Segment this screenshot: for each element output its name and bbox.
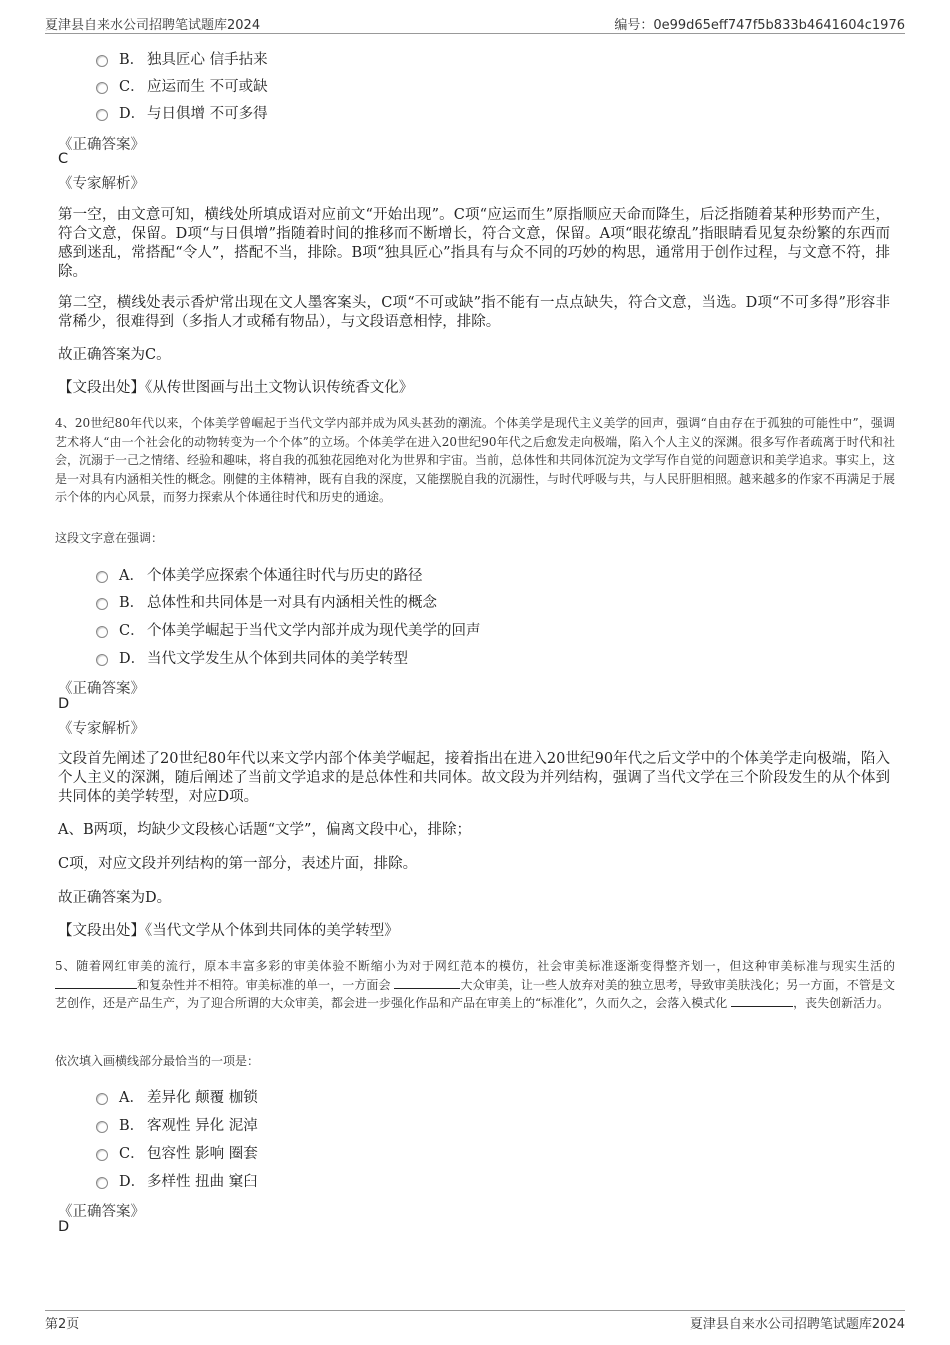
q5-stem-part-4: ，丧失创新活力。 (793, 996, 890, 1010)
header-doc-id: 编号：0e99d65eff747f5b833b4641604c1976 (614, 18, 905, 33)
q4-question: 这段文字意在强调： (55, 531, 164, 545)
header-divider (45, 33, 905, 34)
q5-option-a[interactable] (96, 1086, 258, 1107)
radio-icon[interactable] (96, 55, 108, 67)
option-text: 与日俱增 不可多得 (147, 106, 268, 122)
option-letter: C． (119, 79, 145, 95)
footer-divider (45, 1310, 905, 1311)
q4-stem: 4、20世纪80年代以来，个体美学曾崛起于当代文学内部并成为风头甚劲的潮流。个体美学是现代主义美学的回声，强调“自由存在于孤独的可能性中”，强调艺术将人“由一个社会化的动物转变为一个个体”的立场。个体美学在进入20世纪90年代之后愈发走向极端，陷入个人主义的深渊。很多写作者疏离于时代和社会，沉溺于一己之情绪、经验和趣味，将自我的孤独花园绝对化为世界和宇宙。当前，总体性和共同体沉淀为文学写作自觉的问题意识和美学追求。事实上，这是一对具有内涵相关性的概念。刚健的主体精神，既有自我的深度，又能摆脱自我的沉溺性，与时代呼吸与共，与人民肝胆相照。越来越多的作家不再满足于展示个体的内心风景，而努力探索从个体通往时代和历史的通途。 (55, 416, 896, 504)
footer-doc-title: 夏津县自来水公司招聘笔试题库2024 (689, 1317, 905, 1332)
q3-analysis-para-2: 第二空，横线处表示香炉常出现在文人墨客案头，C项“不可或缺”指不能有一点点缺失，符合文意，当选。D项“不可多得”形容非常稀少，很难得到（多指人才或稀有物品），与文段语意相悖，排除。 (58, 295, 890, 330)
option-letter: B． (119, 52, 145, 68)
option-text: 当代文学发生从个体到共同体的美学转型 (147, 651, 408, 667)
radio-icon[interactable] (96, 1093, 108, 1105)
q4-analysis-para-1: 文段首先阐述了20世纪80年代以来文学内部个体美学崛起，接着指出在进入20世纪90年代之后文学中的个体美学走向极端，陷入个人主义的深渊，随后阐述了当前文学追求的是总体性和共同体。故文段为并列结构，强调了当代文学在三个阶段发生的从个体到共同体的美学转型，对应D项。 (58, 751, 890, 805)
q5-stem-part-3: 大众审美，让一些人放弃对美的独立思考，导致审美肤浅化；另一方面，不管是文艺创作，还是产品生产，为了迎合所谓的大众审美，都会进一步强化作品和产品在审美上的“标准化”，久而久之，会落入模式化 (55, 977, 895, 1010)
q4-answer-label: 《正确答案》 (58, 681, 145, 697)
option-text: 多样性 扭曲 窠臼 (147, 1174, 258, 1190)
q5-stem-part-1: 5、随着网红审美的流行，原本丰富多彩的审美体验不断缩小为对于网红范本的模仿，社会审美标准逐渐变得整齐划一，但这种审美标准与现实生活的 (55, 959, 895, 973)
option-text: 包容性 影响 圈套 (147, 1146, 258, 1162)
q4-analysis-para-3: C项，对应文段并列结构的第一部分，表述片面，排除。 (58, 856, 418, 872)
option-letter: B． (119, 595, 145, 611)
q4-option-d[interactable] (96, 647, 408, 668)
q5-answer: D (58, 1219, 70, 1235)
option-text: 应运而生 不可或缺 (147, 79, 268, 95)
q3-option-c[interactable] (96, 75, 268, 96)
radio-icon[interactable] (96, 626, 108, 638)
q4-analysis-para-2: A、B两项，均缺少文段核心话题“文学”，偏离文段中心，排除； (58, 822, 471, 838)
q5-blank-1 (55, 976, 137, 989)
q3-answer: C (58, 151, 69, 167)
q4-analysis-conclusion: 故正确答案为D。 (58, 890, 172, 906)
footer-page-number: 第2页 (45, 1317, 80, 1332)
radio-icon[interactable] (96, 1149, 108, 1161)
page-header (0, 0, 950, 34)
q5-stem-part-2: 和复杂性并不相符。审美标准的单一，一方面会 (137, 977, 395, 992)
q5-option-c[interactable] (96, 1142, 258, 1163)
q4-source: 【文段出处】《当代文学从个体到共同体的美学转型》 (58, 923, 399, 939)
q5-stem (55, 957, 895, 1013)
radio-icon[interactable] (96, 1121, 108, 1133)
option-letter: A． (119, 568, 144, 584)
option-letter: C． (119, 1146, 145, 1162)
option-letter: B． (119, 1118, 145, 1134)
q5-answer-label: 《正确答案》 (58, 1204, 145, 1220)
q3-answer-label: 《正确答案》 (58, 137, 145, 153)
q3-option-b[interactable] (96, 48, 268, 69)
q5-question: 依次填入画横线部分最恰当的一项是： (55, 1054, 260, 1068)
radio-icon[interactable] (96, 654, 108, 666)
q5-blank-3 (731, 994, 793, 1007)
radio-icon[interactable] (96, 571, 108, 583)
q3-analysis-para-1: 第一空，由文意可知，横线处所填成语对应前文“开始出现”。C项“应运而生”原指顺应天命而降生，后泛指随着某种形势而产生，符合文意，保留。D项“与日俱增”指随着时间的推移而不断增长，符合文意，保留。A项“眼花缭乱”指眼睛看见复杂纷繁的东西而感到迷乱，常搭配“令人”，搭配不当，排除。B项“独具匠心”指具有与众不同的巧妙的构思，通常用于创作过程，与文意不符，排除。 (58, 207, 890, 280)
q3-analysis-conclusion: 故正确答案为C。 (58, 347, 171, 363)
q5-blank-2 (394, 976, 460, 989)
option-text: 客观性 异化 泥淖 (147, 1118, 258, 1134)
option-letter: D． (119, 106, 146, 122)
option-text: 总体性和共同体是一对具有内涵相关性的概念 (147, 595, 437, 611)
q4-option-c[interactable] (96, 619, 481, 640)
radio-icon[interactable] (96, 109, 108, 121)
radio-icon[interactable] (96, 82, 108, 94)
q5-option-d[interactable] (96, 1170, 258, 1191)
radio-icon[interactable] (96, 598, 108, 610)
q3-analysis-label: 《专家解析》 (58, 176, 145, 192)
option-letter: D． (119, 651, 146, 667)
option-letter: A． (119, 1090, 144, 1106)
q3-option-d[interactable] (96, 102, 268, 123)
q5-option-b[interactable] (96, 1114, 258, 1135)
header-doc-title: 夏津县自来水公司招聘笔试题库2024 (45, 18, 261, 33)
option-text: 个体美学崛起于当代文学内部并成为现代美学的回声 (147, 623, 481, 639)
q4-option-a[interactable] (96, 564, 423, 585)
option-letter: D． (119, 1174, 146, 1190)
q4-analysis-label: 《专家解析》 (58, 721, 145, 737)
q4-answer: D (58, 696, 70, 712)
option-text: 差异化 颠覆 枷锁 (147, 1090, 258, 1106)
radio-icon[interactable] (96, 1177, 108, 1189)
option-text: 个体美学应探索个体通往时代与历史的路径 (147, 568, 423, 584)
option-letter: C． (119, 623, 145, 639)
q4-option-b[interactable] (96, 591, 437, 612)
q3-source: 【文段出处】《从传世图画与出土文物认识传统香文化》 (58, 380, 414, 396)
option-text: 独具匠心 信手拈来 (147, 52, 268, 68)
